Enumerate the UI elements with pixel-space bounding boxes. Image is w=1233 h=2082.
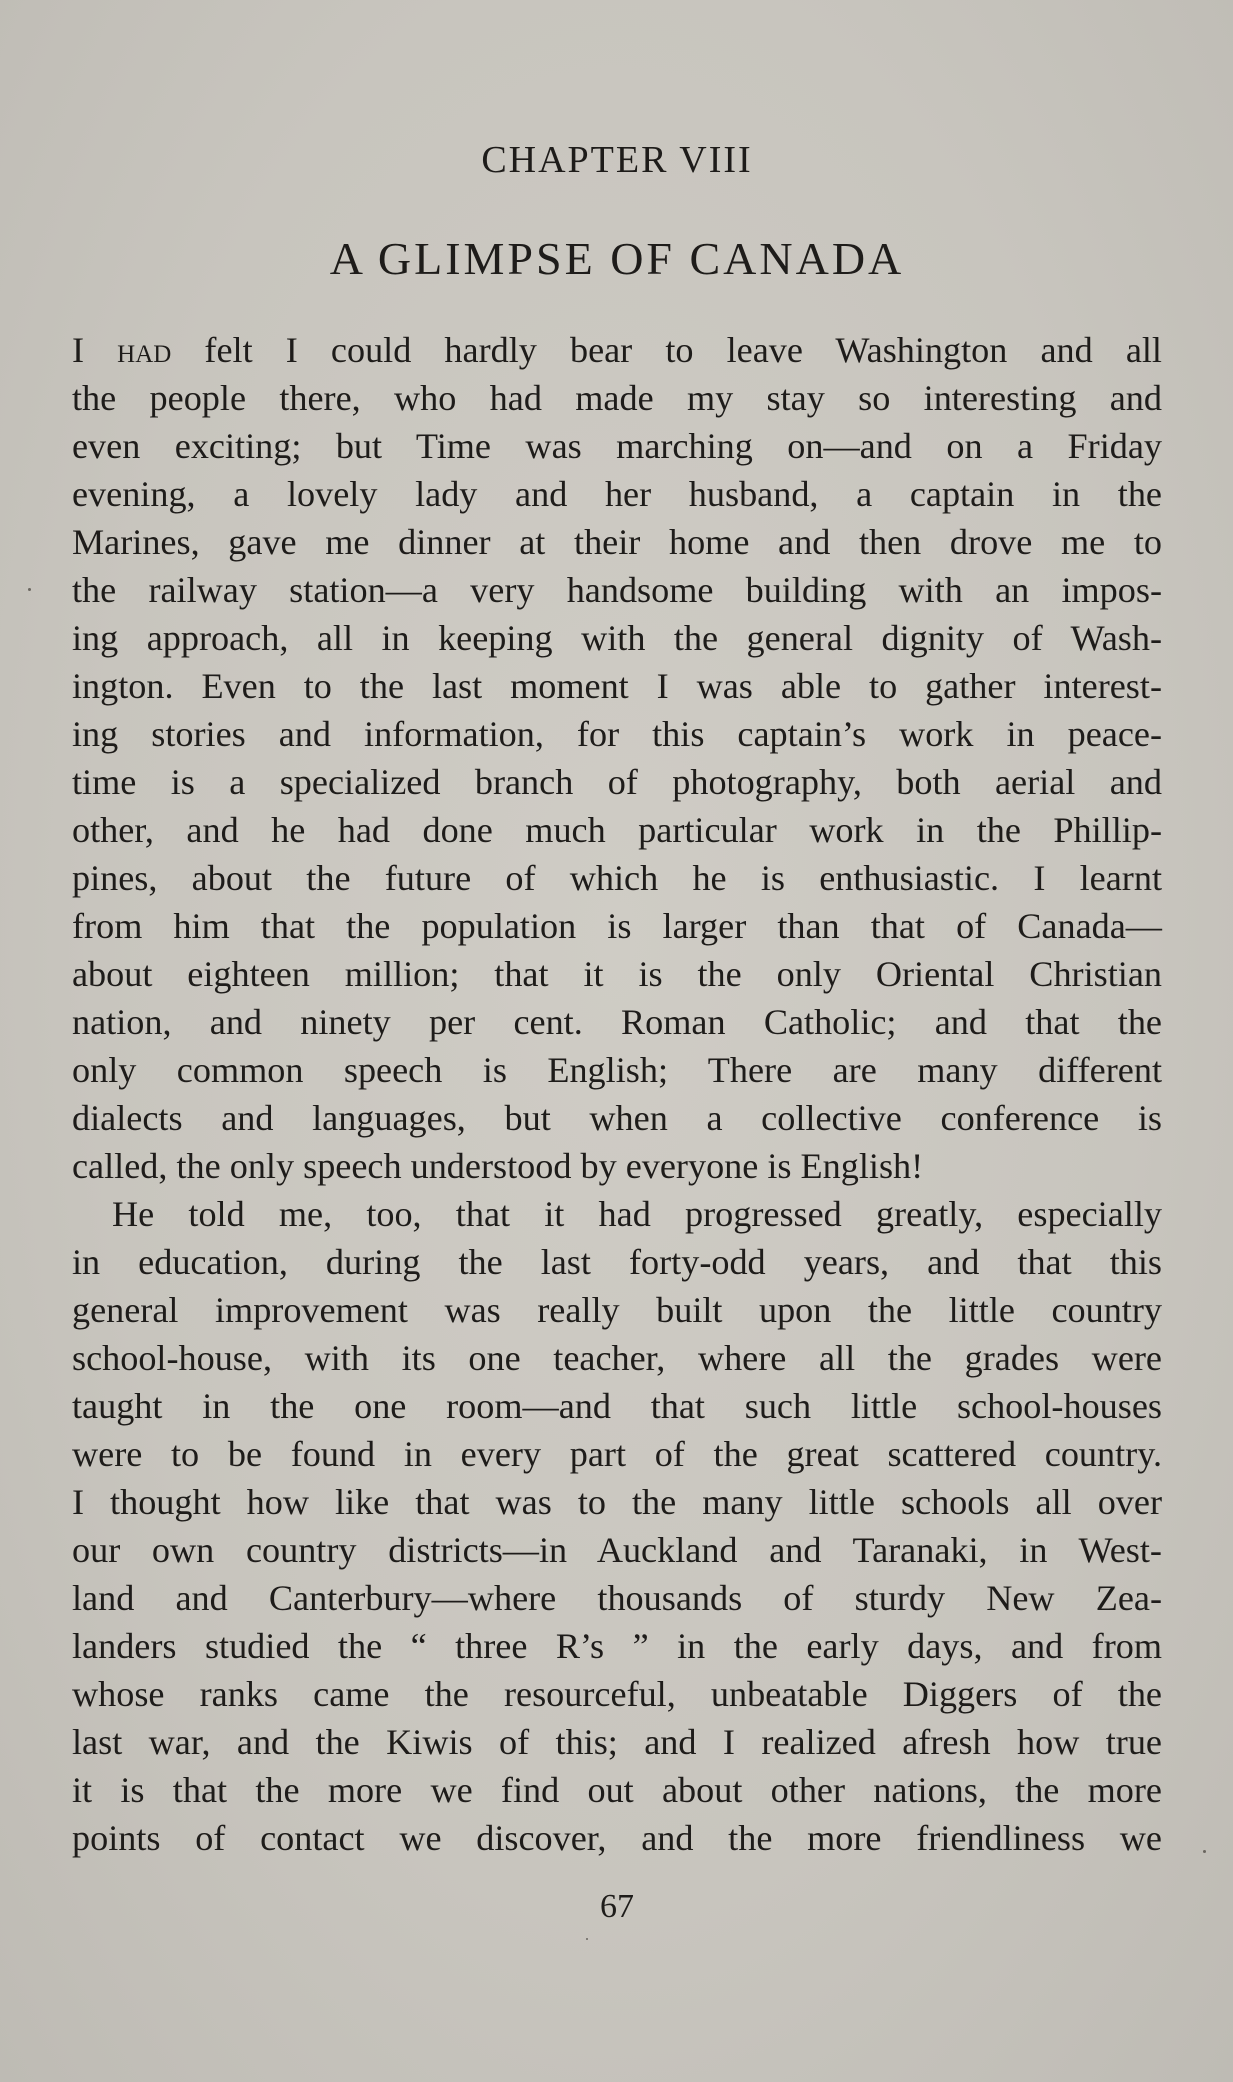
text-line: about eighteen million; that it is the only Oriental Christian xyxy=(72,954,1162,994)
paper-speck xyxy=(586,1938,588,1940)
text-line: general improvement was really built upon the little country xyxy=(72,1290,1162,1330)
text-line: other, and he had done much particular work in the Phillip- xyxy=(72,810,1162,850)
text-line: called, the only speech understood by everyone is English! xyxy=(72,1146,924,1186)
text-line: evening, a lovely lady and her husband, a captain in the xyxy=(72,474,1162,514)
text-line: only common speech is English; There are many different xyxy=(72,1050,1162,1090)
text-line: the people there, who had made my stay so interesting and xyxy=(72,378,1162,418)
text-line: the railway station—a very handsome building with an impos- xyxy=(72,570,1162,610)
text-line: last war, and the Kiwis of this; and I realized afresh how true xyxy=(72,1722,1162,1762)
page-number: 67 xyxy=(600,1888,634,1925)
book-page xyxy=(72,0,1162,2082)
text-line xyxy=(72,326,1162,374)
text-line: time is a specialized branch of photography, both aerial and xyxy=(72,762,1162,802)
text-line: I thought how like that was to the many little schools all over xyxy=(72,1482,1162,1522)
chapter-title: A GLIMPSE OF CANADA xyxy=(329,233,905,284)
text-line: landers studied the “ three R’s ” in the early days, and from xyxy=(72,1626,1162,1666)
drop-word: I xyxy=(72,330,118,370)
text-line: taught in the one room—and that such little school-houses xyxy=(72,1386,1162,1426)
text-line: dialects and languages, but when a collective conference is xyxy=(72,1098,1162,1138)
body-text xyxy=(72,326,1162,1862)
paper-speck xyxy=(28,588,31,591)
text-line: Marines, gave me dinner at their home and then drove me to xyxy=(72,522,1162,562)
text-line: were to be found in every part of the great scattered country. xyxy=(72,1434,1162,1474)
text-line: points of contact we discover, and the more friendliness we xyxy=(72,1818,1162,1858)
text-line: ing stories and information, for this captain’s work in peace- xyxy=(72,714,1162,754)
text-line: it is that the more we find out about other nations, the more xyxy=(72,1770,1162,1810)
chapter-number: CHAPTER VIII xyxy=(481,139,753,181)
paragraph xyxy=(72,326,1162,1190)
paragraph xyxy=(72,1190,1162,1862)
line-rest: felt I could hardly bear to leave Washington and all xyxy=(171,330,1162,370)
text-line: land and Canterbury—where thousands of sturdy New Zea- xyxy=(72,1578,1162,1618)
text-line: in education, during the last forty-odd years, and that this xyxy=(72,1242,1162,1282)
small-caps-word: had xyxy=(117,330,172,370)
text-line: pines, about the future of which he is enthusiastic. I learnt xyxy=(72,858,1162,898)
text-line: nation, and ninety per cent. Roman Catholic; and that the xyxy=(72,1002,1162,1042)
text-line: ing approach, all in keeping with the general dignity of Wash- xyxy=(72,618,1162,658)
text-line: our own country districts—in Auckland and Taranaki, in West- xyxy=(72,1530,1162,1570)
text-line: from him that the population is larger than that of Canada— xyxy=(72,906,1162,946)
text-line: even exciting; but Time was marching on—and on a Friday xyxy=(72,426,1162,466)
text-line: He told me, too, that it had progressed greatly, especially xyxy=(112,1194,1162,1234)
paper-speck xyxy=(1203,1850,1206,1853)
text-line: whose ranks came the resourceful, unbeatable Diggers of the xyxy=(72,1674,1162,1714)
text-line: ington. Even to the last moment I was able to gather interest- xyxy=(72,666,1162,706)
text-line: school-house, with its one teacher, where all the grades were xyxy=(72,1338,1162,1378)
